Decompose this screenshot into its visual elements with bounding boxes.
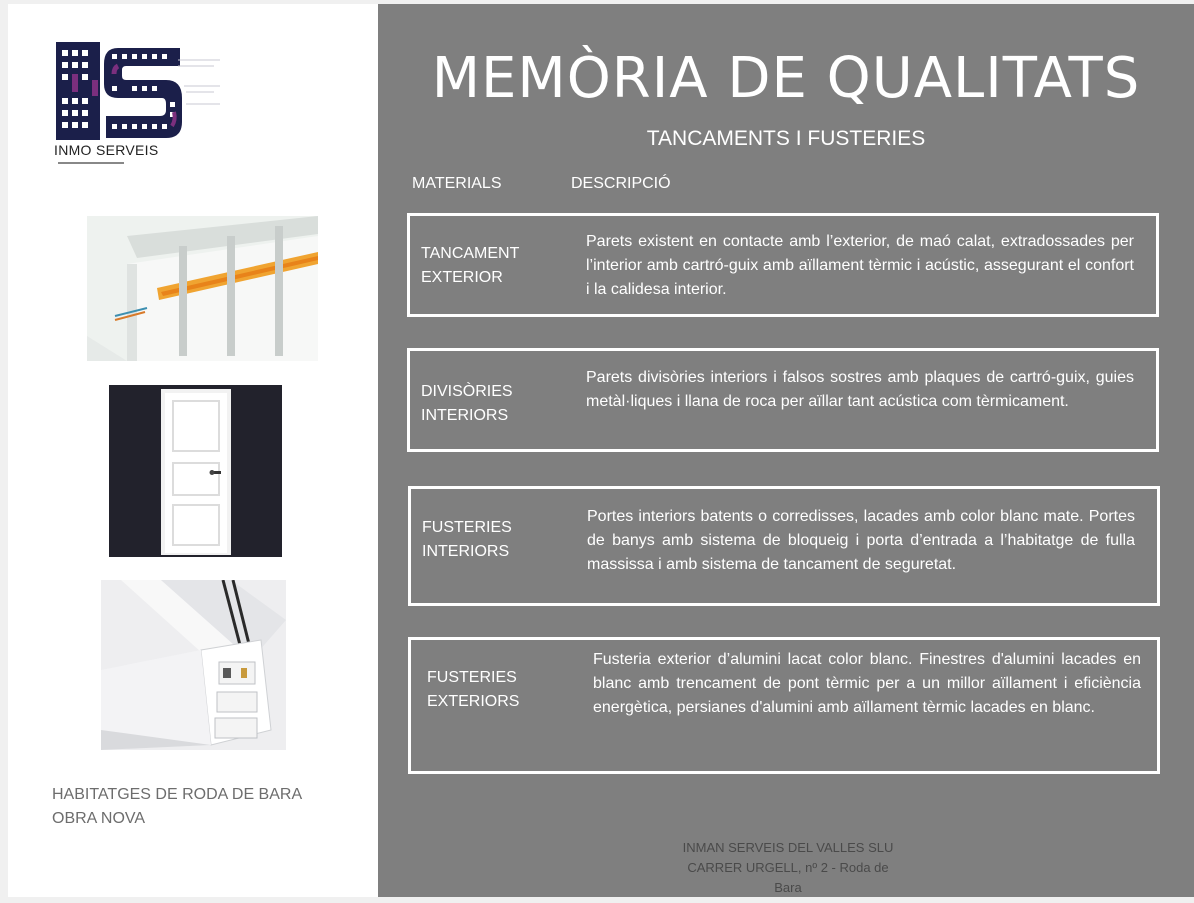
company-address: CARRER URGELL, nº 2 - Roda de: [687, 860, 889, 875]
company-name: INMAN SERVEIS DEL VALLES SLU: [682, 840, 894, 855]
material-label: FUSTERIES EXTERIORS: [427, 669, 520, 710]
drywall-insulation-image-icon: [87, 216, 318, 361]
page-title: MEMÒRIA DE QUALITATS: [431, 46, 1141, 111]
quality-item-card: [408, 486, 1160, 606]
logo-subtext: [58, 161, 128, 167]
material-description: Parets divisòries interiors i falsos sostres amb plaques de cartró-guix, guies metàl·liques i llana de roca per aïllar tant acústica com tèrmicament.: [586, 369, 1134, 410]
page: [8, 4, 1194, 897]
white-door-image-icon: [109, 385, 282, 557]
quality-item-card: [408, 637, 1160, 774]
section-subtitle: TANCAMENTS I FUSTERIES: [646, 127, 926, 150]
quality-item-card: [407, 213, 1159, 317]
window-frame-profile-image-icon: [101, 580, 286, 750]
inmo-serveis-logo-icon: [54, 40, 224, 170]
material-label: TANCAMENT EXTERIOR: [421, 245, 520, 286]
project-name: HABITATGES DE RODA DE BARA: [52, 786, 303, 803]
project-caption: [52, 783, 302, 831]
logo-mark: [54, 40, 224, 144]
left-panel: [8, 4, 378, 897]
project-type: OBRA NOVA: [52, 810, 146, 827]
quality-item-card: [407, 348, 1159, 452]
material-label: DIVISÒRIES INTERIORS: [421, 383, 513, 424]
material-description: Fusteria exterior d’alumini lacat color blanc. Finestres d'alumini lacades en blanc amb trencament de pont tèrmic per a un millor aïllament i eficiència energètica, persianes d'alumini amb aïllament tèrmic lacades en blanc.: [593, 651, 1141, 716]
company-city: Bara: [774, 880, 802, 895]
logo-name: INMO SERVEIS: [54, 142, 159, 158]
column-header-materials: MATERIALS: [412, 175, 502, 192]
material-description: Portes interiors batents o corredisses, lacades amb color blanc mate. Portes de banys amb sistema de bloqueig i porta d’entrada a l’habitatge de fulla massissa i amb sistema de tancament de seguretat.: [587, 508, 1135, 573]
material-label: FUSTERIES INTERIORS: [422, 519, 512, 560]
column-header-description: DESCRIPCIÓ: [571, 175, 671, 192]
material-description: Parets existent en contacte amb l’exterior, de maó calat, extradossades per l’interior amb cartró-guix amb aïllament tèrmic i acústic, assegurant el confort i la calidesa interior.: [586, 233, 1134, 298]
company-footer: [658, 838, 918, 898]
right-panel: [378, 4, 1194, 897]
